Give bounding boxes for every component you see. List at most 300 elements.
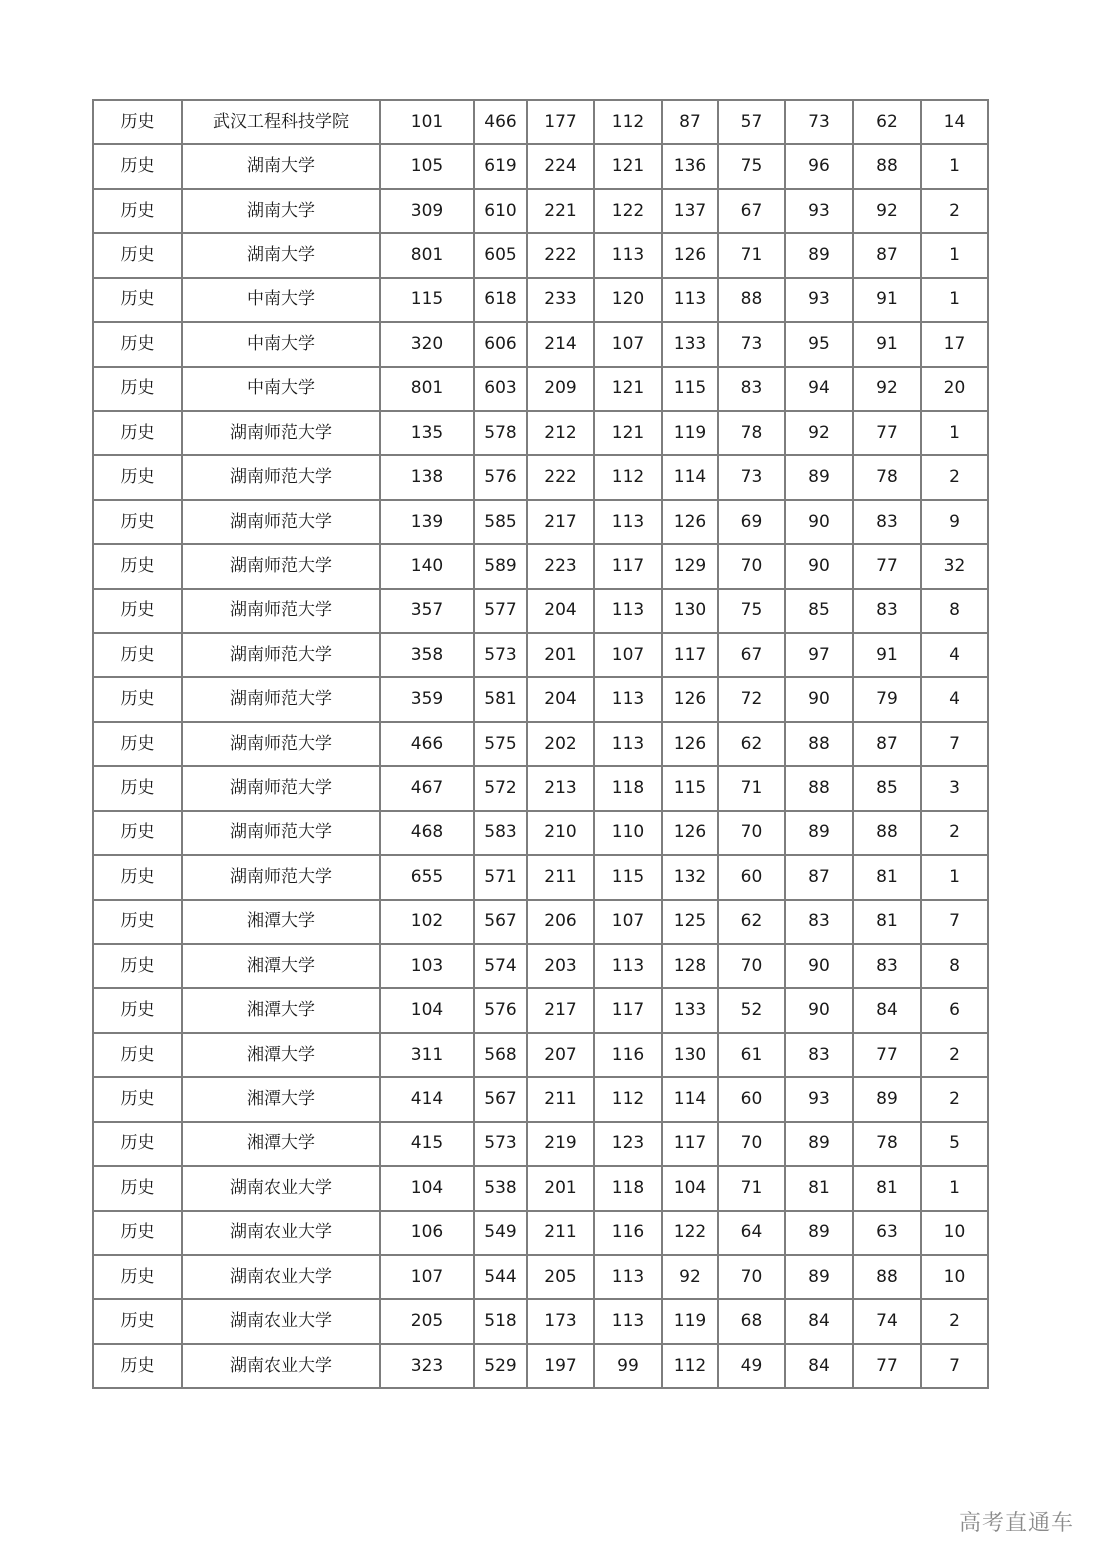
score-cell: 90 [785,944,853,988]
university-cell: 湖南师范大学 [182,722,380,766]
score-cell: 83 [853,589,921,633]
major-code-cell: 139 [380,500,474,544]
university-cell: 中南大学 [182,278,380,322]
university-cell: 湖南师范大学 [182,677,380,721]
score-cell: 90 [785,988,853,1032]
score-cell: 84 [853,988,921,1032]
score-cell: 212 [527,411,594,455]
major-code-cell: 138 [380,455,474,499]
count-cell: 10 [921,1255,988,1299]
score-cell: 70 [718,811,785,855]
subject-cell: 历史 [93,811,182,855]
score-cell: 87 [853,722,921,766]
score-cell: 78 [853,455,921,499]
score-cell: 89 [785,811,853,855]
score-cell: 603 [474,367,527,411]
table-row [93,1255,988,1299]
score-cell: 68 [718,1299,785,1343]
university-cell: 湖南农业大学 [182,1255,380,1299]
score-cell: 112 [594,100,662,144]
count-cell: 1 [921,411,988,455]
score-cell: 96 [785,144,853,188]
score-cell: 83 [785,1033,853,1077]
major-code-cell: 801 [380,233,474,277]
subject-cell: 历史 [93,1211,182,1255]
university-cell: 湖南大学 [182,189,380,233]
count-cell: 6 [921,988,988,1032]
score-cell: 606 [474,322,527,366]
major-code-cell: 358 [380,633,474,677]
score-cell: 83 [853,500,921,544]
score-cell: 589 [474,544,527,588]
score-cell: 206 [527,900,594,944]
major-code-cell: 140 [380,544,474,588]
score-cell: 115 [594,855,662,899]
score-cell: 223 [527,544,594,588]
score-cell: 120 [594,278,662,322]
university-cell: 中南大学 [182,322,380,366]
score-cell: 81 [853,1166,921,1210]
major-code-cell: 309 [380,189,474,233]
score-cell: 81 [853,855,921,899]
score-cell: 121 [594,411,662,455]
count-cell: 2 [921,189,988,233]
table-row [93,988,988,1032]
university-cell: 湘潭大学 [182,944,380,988]
score-cell: 61 [718,1033,785,1077]
score-cell: 91 [853,633,921,677]
score-cell: 224 [527,144,594,188]
score-cell: 97 [785,633,853,677]
score-cell: 83 [718,367,785,411]
subject-cell: 历史 [93,1255,182,1299]
score-cell: 132 [662,855,718,899]
score-cell: 538 [474,1166,527,1210]
score-cell: 567 [474,900,527,944]
score-cell: 116 [594,1211,662,1255]
subject-cell: 历史 [93,100,182,144]
table-row [93,144,988,188]
major-code-cell: 101 [380,100,474,144]
score-cell: 619 [474,144,527,188]
subject-cell: 历史 [93,189,182,233]
score-cell: 81 [853,900,921,944]
score-cell: 123 [594,1122,662,1166]
score-cell: 129 [662,544,718,588]
score-cell: 85 [853,766,921,810]
score-cell: 63 [853,1211,921,1255]
university-cell: 湘潭大学 [182,1122,380,1166]
score-cell: 126 [662,677,718,721]
subject-cell: 历史 [93,633,182,677]
score-cell: 207 [527,1033,594,1077]
score-cell: 90 [785,544,853,588]
score-cell: 585 [474,500,527,544]
score-cell: 70 [718,1122,785,1166]
score-cell: 73 [785,100,853,144]
table-row [93,1122,988,1166]
table-row [93,1077,988,1121]
score-cell: 114 [662,1077,718,1121]
major-code-cell: 415 [380,1122,474,1166]
score-cell: 118 [594,1166,662,1210]
subject-cell: 历史 [93,589,182,633]
score-cell: 126 [662,233,718,277]
university-cell: 湘潭大学 [182,1033,380,1077]
subject-cell: 历史 [93,455,182,499]
subject-cell: 历史 [93,1166,182,1210]
score-cell: 112 [594,1077,662,1121]
score-cell: 93 [785,1077,853,1121]
university-cell: 湖南农业大学 [182,1211,380,1255]
score-cell: 60 [718,1077,785,1121]
count-cell: 9 [921,500,988,544]
major-code-cell: 414 [380,1077,474,1121]
score-cell: 549 [474,1211,527,1255]
score-cell: 78 [853,1122,921,1166]
score-cell: 95 [785,322,853,366]
score-cell: 75 [718,144,785,188]
subject-cell: 历史 [93,544,182,588]
score-cell: 577 [474,589,527,633]
university-cell: 湖南师范大学 [182,766,380,810]
count-cell: 32 [921,544,988,588]
university-cell: 湖南师范大学 [182,589,380,633]
score-cell: 84 [785,1299,853,1343]
subject-cell: 历史 [93,722,182,766]
score-cell: 113 [594,1255,662,1299]
major-code-cell: 466 [380,722,474,766]
count-cell: 7 [921,1344,988,1388]
score-cell: 89 [853,1077,921,1121]
score-cell: 71 [718,233,785,277]
count-cell: 14 [921,100,988,144]
count-cell: 2 [921,1299,988,1343]
score-cell: 99 [594,1344,662,1388]
university-cell: 中南大学 [182,367,380,411]
table-row [93,233,988,277]
university-cell: 湖南师范大学 [182,411,380,455]
score-cell: 85 [785,589,853,633]
table-row [93,1299,988,1343]
score-cell: 49 [718,1344,785,1388]
score-cell: 203 [527,944,594,988]
count-cell: 2 [921,1033,988,1077]
major-code-cell: 323 [380,1344,474,1388]
subject-cell: 历史 [93,1077,182,1121]
major-code-cell: 103 [380,944,474,988]
score-cell: 605 [474,233,527,277]
score-cell: 113 [594,944,662,988]
score-cell: 70 [718,544,785,588]
subject-cell: 历史 [93,1122,182,1166]
score-cell: 70 [718,1255,785,1299]
score-cell: 92 [853,189,921,233]
university-cell: 湖南师范大学 [182,544,380,588]
table-row [93,722,988,766]
score-cell: 121 [594,144,662,188]
score-cell: 578 [474,411,527,455]
score-cell: 77 [853,1344,921,1388]
score-cell: 204 [527,677,594,721]
score-cell: 70 [718,944,785,988]
university-cell: 湖南师范大学 [182,500,380,544]
major-code-cell: 104 [380,1166,474,1210]
score-cell: 233 [527,278,594,322]
score-cell: 91 [853,278,921,322]
major-code-cell: 106 [380,1211,474,1255]
score-cell: 610 [474,189,527,233]
score-cell: 107 [594,900,662,944]
university-cell: 湖南大学 [182,233,380,277]
count-cell: 7 [921,900,988,944]
score-cell: 173 [527,1299,594,1343]
major-code-cell: 107 [380,1255,474,1299]
score-cell: 113 [594,677,662,721]
major-code-cell: 105 [380,144,474,188]
subject-cell: 历史 [93,144,182,188]
score-cell: 575 [474,722,527,766]
score-cell: 133 [662,322,718,366]
subject-cell: 历史 [93,677,182,721]
score-cell: 217 [527,988,594,1032]
score-cell: 92 [662,1255,718,1299]
score-cell: 88 [785,766,853,810]
score-cell: 113 [594,1299,662,1343]
score-cell: 93 [785,189,853,233]
count-cell: 1 [921,144,988,188]
score-cell: 581 [474,677,527,721]
table-row [93,944,988,988]
count-cell: 1 [921,1166,988,1210]
count-cell: 8 [921,589,988,633]
subject-cell: 历史 [93,278,182,322]
score-cell: 116 [594,1033,662,1077]
score-cell: 219 [527,1122,594,1166]
score-cell: 126 [662,500,718,544]
score-cell: 64 [718,1211,785,1255]
score-cell: 217 [527,500,594,544]
score-cell: 115 [662,367,718,411]
major-code-cell: 801 [380,367,474,411]
score-cell: 571 [474,855,527,899]
score-cell: 107 [594,633,662,677]
subject-cell: 历史 [93,988,182,1032]
count-cell: 8 [921,944,988,988]
major-code-cell: 468 [380,811,474,855]
score-cell: 113 [662,278,718,322]
major-code-cell: 311 [380,1033,474,1077]
score-cell: 87 [662,100,718,144]
score-cell: 114 [662,455,718,499]
table-row [93,766,988,810]
score-cell: 115 [662,766,718,810]
major-code-cell: 104 [380,988,474,1032]
score-cell: 573 [474,1122,527,1166]
subject-cell: 历史 [93,944,182,988]
score-cell: 69 [718,500,785,544]
score-cell: 213 [527,766,594,810]
score-cell: 209 [527,367,594,411]
count-cell: 20 [921,367,988,411]
score-cell: 52 [718,988,785,1032]
score-cell: 113 [594,589,662,633]
table-row [93,677,988,721]
score-cell: 89 [785,1122,853,1166]
count-cell: 1 [921,278,988,322]
score-cell: 77 [853,411,921,455]
university-cell: 湖南农业大学 [182,1166,380,1210]
university-cell: 湘潭大学 [182,988,380,1032]
score-cell: 136 [662,144,718,188]
score-cell: 89 [785,233,853,277]
score-cell: 133 [662,988,718,1032]
score-cell: 75 [718,589,785,633]
subject-cell: 历史 [93,1299,182,1343]
score-cell: 62 [718,722,785,766]
score-cell: 87 [853,233,921,277]
table-row [93,411,988,455]
count-cell: 4 [921,633,988,677]
university-cell: 湖南师范大学 [182,455,380,499]
watermark: 高考直通车 [958,1511,1074,1536]
university-cell: 湖南师范大学 [182,855,380,899]
score-cell: 572 [474,766,527,810]
count-cell: 10 [921,1211,988,1255]
score-cell: 567 [474,1077,527,1121]
table-row [93,189,988,233]
table-row [93,544,988,588]
score-cell: 119 [662,411,718,455]
major-code-cell: 357 [380,589,474,633]
score-cell: 117 [594,988,662,1032]
score-cell: 90 [785,500,853,544]
major-code-cell: 205 [380,1299,474,1343]
score-cell: 89 [785,455,853,499]
subject-cell: 历史 [93,766,182,810]
score-cell: 210 [527,811,594,855]
score-cell: 71 [718,766,785,810]
table-row [93,589,988,633]
score-cell: 89 [785,1255,853,1299]
score-cell: 112 [662,1344,718,1388]
score-cell: 57 [718,100,785,144]
score-cell: 77 [853,544,921,588]
score-cell: 518 [474,1299,527,1343]
score-cell: 204 [527,589,594,633]
university-cell: 湖南农业大学 [182,1344,380,1388]
score-cell: 130 [662,1033,718,1077]
score-cell: 88 [718,278,785,322]
count-cell: 5 [921,1122,988,1166]
count-cell: 3 [921,766,988,810]
major-code-cell: 655 [380,855,474,899]
score-cell: 77 [853,1033,921,1077]
score-cell: 83 [785,900,853,944]
score-cell: 78 [718,411,785,455]
score-cell: 83 [853,944,921,988]
score-cell: 88 [853,144,921,188]
table-row [93,1166,988,1210]
university-cell: 武汉工程科技学院 [182,100,380,144]
table-row [93,1033,988,1077]
count-cell: 1 [921,855,988,899]
score-cell: 205 [527,1255,594,1299]
score-cell: 94 [785,367,853,411]
count-cell: 17 [921,322,988,366]
score-cell: 128 [662,944,718,988]
score-cell: 81 [785,1166,853,1210]
score-cell: 62 [718,900,785,944]
score-cell: 104 [662,1166,718,1210]
score-cell: 88 [853,811,921,855]
score-cell: 117 [662,633,718,677]
count-cell: 4 [921,677,988,721]
major-code-cell: 320 [380,322,474,366]
score-cell: 466 [474,100,527,144]
table-row [93,500,988,544]
count-cell: 7 [921,722,988,766]
score-cell: 84 [785,1344,853,1388]
score-cell: 214 [527,322,594,366]
score-cell: 568 [474,1033,527,1077]
table-row [93,367,988,411]
score-cell: 73 [718,322,785,366]
count-cell: 1 [921,233,988,277]
subject-cell: 历史 [93,233,182,277]
score-cell: 221 [527,189,594,233]
table-row [93,1211,988,1255]
table-row [93,455,988,499]
score-cell: 92 [853,367,921,411]
count-cell: 2 [921,455,988,499]
score-cell: 113 [594,722,662,766]
table-row [93,278,988,322]
score-cell: 112 [594,455,662,499]
score-cell: 201 [527,633,594,677]
score-cell: 107 [594,322,662,366]
score-cell: 618 [474,278,527,322]
score-cell: 126 [662,722,718,766]
subject-cell: 历史 [93,1344,182,1388]
university-cell: 湖南师范大学 [182,811,380,855]
score-cell: 211 [527,1211,594,1255]
score-cell: 79 [853,677,921,721]
score-cell: 544 [474,1255,527,1299]
table-row [93,633,988,677]
score-cell: 202 [527,722,594,766]
score-cell: 72 [718,677,785,721]
score-cell: 574 [474,944,527,988]
score-cell: 211 [527,855,594,899]
score-cell: 60 [718,855,785,899]
table-row [93,322,988,366]
score-cell: 67 [718,189,785,233]
score-cell: 121 [594,367,662,411]
university-cell: 湘潭大学 [182,1077,380,1121]
score-cell: 130 [662,589,718,633]
score-cell: 87 [785,855,853,899]
major-code-cell: 102 [380,900,474,944]
subject-cell: 历史 [93,855,182,899]
score-cell: 119 [662,1299,718,1343]
score-cell: 117 [662,1122,718,1166]
university-cell: 湖南师范大学 [182,633,380,677]
count-cell: 2 [921,1077,988,1121]
subject-cell: 历史 [93,367,182,411]
count-cell: 2 [921,811,988,855]
score-cell: 118 [594,766,662,810]
